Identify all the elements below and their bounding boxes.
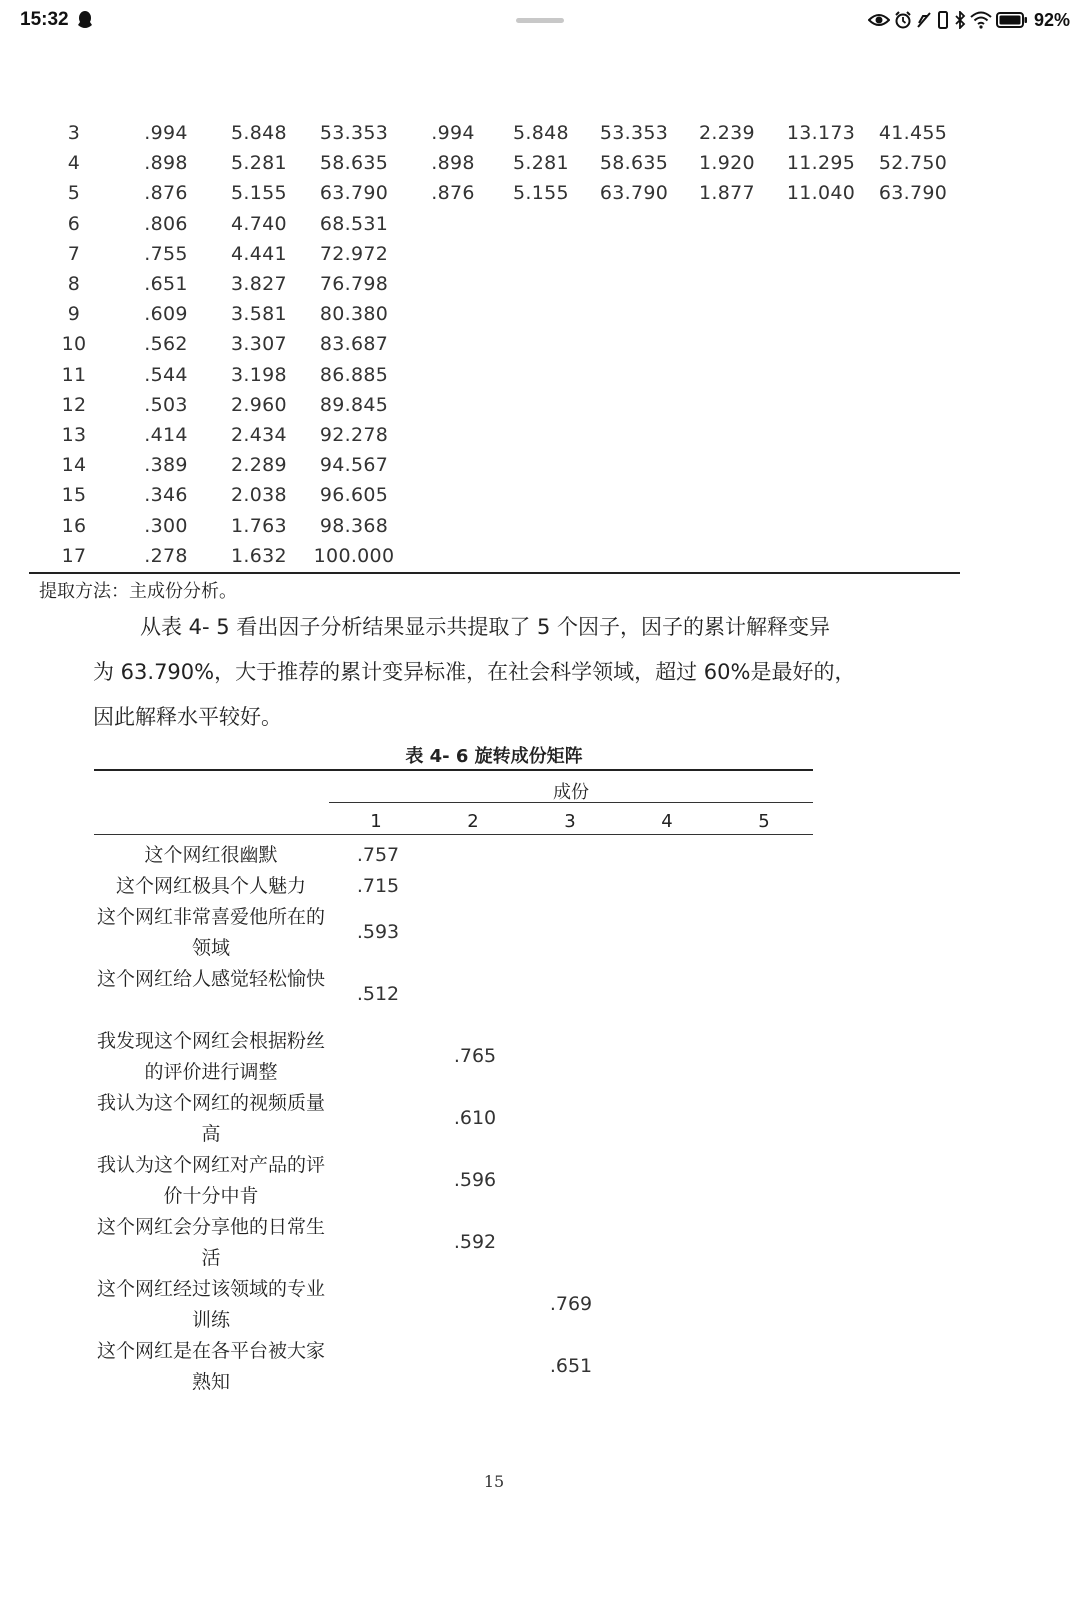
variance-cell-init-total: .609 bbox=[144, 303, 188, 326]
matrix-loading-value: .596 bbox=[453, 1169, 497, 1191]
variance-cell-init-var: 3.581 bbox=[231, 303, 287, 326]
variance-cell-init-cum: 86.885 bbox=[319, 363, 389, 386]
variance-cell-n: 12 bbox=[61, 393, 87, 416]
variance-cell-rot-var: 11.040 bbox=[786, 182, 856, 205]
variance-cell-ext-total: .994 bbox=[431, 122, 475, 144]
variance-cell-n: 13 bbox=[61, 424, 87, 446]
status-time: 15:32 bbox=[20, 9, 69, 30]
variance-cell-init-cum: 98.368 bbox=[319, 514, 389, 537]
component-column-header: 2 bbox=[467, 811, 479, 832]
variance-cell-n: 9 bbox=[67, 303, 81, 326]
variance-cell-init-total: .278 bbox=[144, 544, 188, 567]
paragraph-line-1: 从表 4- 5 看出因子分析结果显示共提取了 5 个因子，因子的累计解释变异 bbox=[140, 615, 831, 639]
variance-cell-init-total: .503 bbox=[144, 393, 188, 416]
variance-cell-init-cum: 100.000 bbox=[313, 544, 395, 567]
matrix-item-label: 我发现这个网红会根据粉丝的评价进行调整 bbox=[96, 1030, 325, 1083]
variance-cell-init-cum: 94.567 bbox=[319, 454, 389, 477]
rotated-matrix-title: 表 4- 6 旋转成份矩阵 bbox=[405, 746, 583, 767]
variance-cell-init-var: 2.960 bbox=[231, 393, 287, 416]
variance-cell-init-total: .389 bbox=[144, 454, 188, 477]
component-header-rule bbox=[329, 802, 813, 803]
variance-cell-init-cum: 96.605 bbox=[319, 484, 389, 507]
matrix-item-label: 这个网红会分享他的日常生活 bbox=[96, 1216, 325, 1269]
variance-cell-rot-var: 13.173 bbox=[786, 122, 856, 144]
variance-cell-n: 5 bbox=[67, 182, 81, 205]
variance-cell-init-var: 5.848 bbox=[231, 122, 287, 144]
table-bottom-rule bbox=[29, 572, 960, 574]
matrix-loading-value: .592 bbox=[453, 1231, 497, 1253]
variance-cell-n: 17 bbox=[61, 544, 87, 567]
variance-cell-n: 15 bbox=[61, 484, 87, 507]
variance-cell-init-cum: 58.635 bbox=[319, 152, 389, 175]
variance-cell-init-total: .755 bbox=[144, 242, 188, 265]
variance-cell-init-var: 2.038 bbox=[231, 484, 287, 507]
variance-cell-ext-total: .898 bbox=[431, 152, 475, 175]
variance-cell-n: 6 bbox=[67, 212, 81, 235]
matrix-loading-value: .651 bbox=[549, 1355, 593, 1377]
variance-cell-init-cum: 92.278 bbox=[319, 424, 389, 446]
variance-cell-init-total: .544 bbox=[144, 363, 188, 386]
page-number: 15 bbox=[483, 1472, 505, 1491]
variance-cell-init-cum: 89.845 bbox=[319, 393, 389, 416]
variance-cell-ext-cum: 63.790 bbox=[599, 182, 669, 205]
matrix-header-rule bbox=[94, 834, 813, 835]
variance-cell-init-var: 3.307 bbox=[231, 333, 287, 356]
paragraph-line-2: 为 63.790%，大于推荐的累计变异标准，在社会科学领域，超过 60%是最好的， bbox=[93, 660, 856, 684]
variance-cell-init-cum: 76.798 bbox=[319, 273, 389, 295]
matrix-item-label: 我认为这个网红对产品的评价十分中肯 bbox=[96, 1154, 325, 1207]
matrix-item-label: 这个网红非常喜爱他所在的领域 bbox=[96, 906, 325, 959]
variance-cell-init-var: 4.740 bbox=[231, 212, 287, 235]
variance-cell-init-total: .651 bbox=[144, 273, 188, 295]
variance-cell-init-var: 1.763 bbox=[231, 514, 287, 537]
matrix-item-label: 这个网红经过该领域的专业训练 bbox=[96, 1278, 325, 1331]
component-column-header: 5 bbox=[758, 811, 770, 832]
matrix-loading-value: .765 bbox=[453, 1045, 497, 1067]
component-group-header: 成份 bbox=[553, 782, 589, 803]
matrix-loading-value: .769 bbox=[549, 1293, 593, 1315]
variance-cell-init-total: .994 bbox=[144, 122, 188, 144]
variance-cell-init-var: 2.289 bbox=[231, 454, 287, 477]
matrix-item-label: 我认为这个网红的视频质量高 bbox=[96, 1092, 325, 1145]
variance-cell-rot-cum: 52.750 bbox=[878, 152, 948, 175]
matrix-loading-value: .715 bbox=[356, 874, 400, 897]
matrix-item-label: 这个网红极具个人魅力 bbox=[115, 875, 306, 897]
variance-cell-init-cum: 80.380 bbox=[319, 303, 389, 326]
variance-cell-ext-var: 5.848 bbox=[513, 122, 569, 144]
variance-cell-init-total: .300 bbox=[144, 514, 188, 537]
variance-cell-rot-cum: 41.455 bbox=[878, 122, 948, 144]
variance-cell-ext-cum: 53.353 bbox=[599, 122, 669, 144]
variance-cell-ext-total: .876 bbox=[431, 182, 475, 205]
variance-cell-init-var: 4.441 bbox=[231, 242, 287, 265]
component-column-header: 4 bbox=[661, 811, 673, 832]
variance-cell-init-total: .346 bbox=[144, 484, 188, 507]
variance-cell-init-var: 3.198 bbox=[231, 363, 287, 386]
variance-cell-init-total: .806 bbox=[144, 212, 188, 235]
matrix-loading-value: .757 bbox=[356, 843, 400, 866]
variance-cell-n: 10 bbox=[61, 333, 87, 356]
paragraph-line-3: 因此解释水平较好。 bbox=[93, 705, 282, 729]
variance-cell-n: 16 bbox=[61, 514, 87, 537]
variance-cell-init-var: 3.827 bbox=[231, 273, 287, 295]
variance-cell-init-var: 5.155 bbox=[231, 182, 287, 205]
variance-cell-ext-var: 5.281 bbox=[513, 152, 569, 175]
variance-cell-init-var: 2.434 bbox=[231, 424, 287, 446]
variance-cell-init-cum: 68.531 bbox=[319, 212, 389, 235]
variance-cell-init-total: .414 bbox=[144, 424, 188, 446]
variance-cell-ext-var: 5.155 bbox=[513, 182, 569, 205]
variance-cell-n: 7 bbox=[67, 242, 81, 265]
matrix-item-label: 这个网红是在各平台被大家熟知 bbox=[96, 1340, 325, 1393]
variance-cell-n: 11 bbox=[61, 363, 87, 386]
variance-cell-init-total: .876 bbox=[144, 182, 188, 205]
variance-cell-n: 8 bbox=[67, 273, 81, 295]
matrix-top-rule bbox=[94, 769, 813, 771]
matrix-loading-value: .512 bbox=[356, 983, 400, 1005]
battery-percent: 92% bbox=[1033, 9, 1070, 30]
variance-cell-rot-var: 11.295 bbox=[786, 152, 856, 175]
variance-cell-rot-total: 1.877 bbox=[699, 182, 755, 205]
variance-cell-init-cum: 83.687 bbox=[319, 333, 389, 356]
variance-cell-init-var: 1.632 bbox=[231, 544, 287, 567]
variance-cell-init-cum: 53.353 bbox=[319, 122, 389, 144]
variance-cell-n: 14 bbox=[61, 454, 87, 477]
variance-cell-n: 3 bbox=[67, 122, 81, 144]
matrix-loading-value: .610 bbox=[453, 1107, 497, 1129]
component-column-header: 3 bbox=[564, 811, 576, 832]
component-column-header: 1 bbox=[370, 811, 382, 832]
variance-cell-init-total: .562 bbox=[144, 333, 188, 356]
variance-cell-rot-cum: 63.790 bbox=[878, 182, 948, 205]
variance-cell-init-cum: 63.790 bbox=[319, 182, 389, 205]
matrix-item-label: 这个网红很幽默 bbox=[144, 844, 278, 866]
extraction-note: 提取方法：主成份分析。 bbox=[39, 581, 237, 602]
variance-cell-init-total: .898 bbox=[144, 152, 188, 175]
matrix-item-label: 这个网红给人感觉轻松愉快 bbox=[96, 968, 325, 990]
variance-cell-rot-total: 2.239 bbox=[699, 122, 755, 144]
variance-cell-ext-cum: 58.635 bbox=[599, 152, 669, 175]
matrix-loading-value: .593 bbox=[356, 921, 400, 943]
variance-cell-n: 4 bbox=[67, 152, 81, 175]
variance-cell-init-var: 5.281 bbox=[231, 152, 287, 175]
variance-cell-init-cum: 72.972 bbox=[319, 242, 389, 265]
variance-cell-rot-total: 1.920 bbox=[699, 152, 755, 175]
